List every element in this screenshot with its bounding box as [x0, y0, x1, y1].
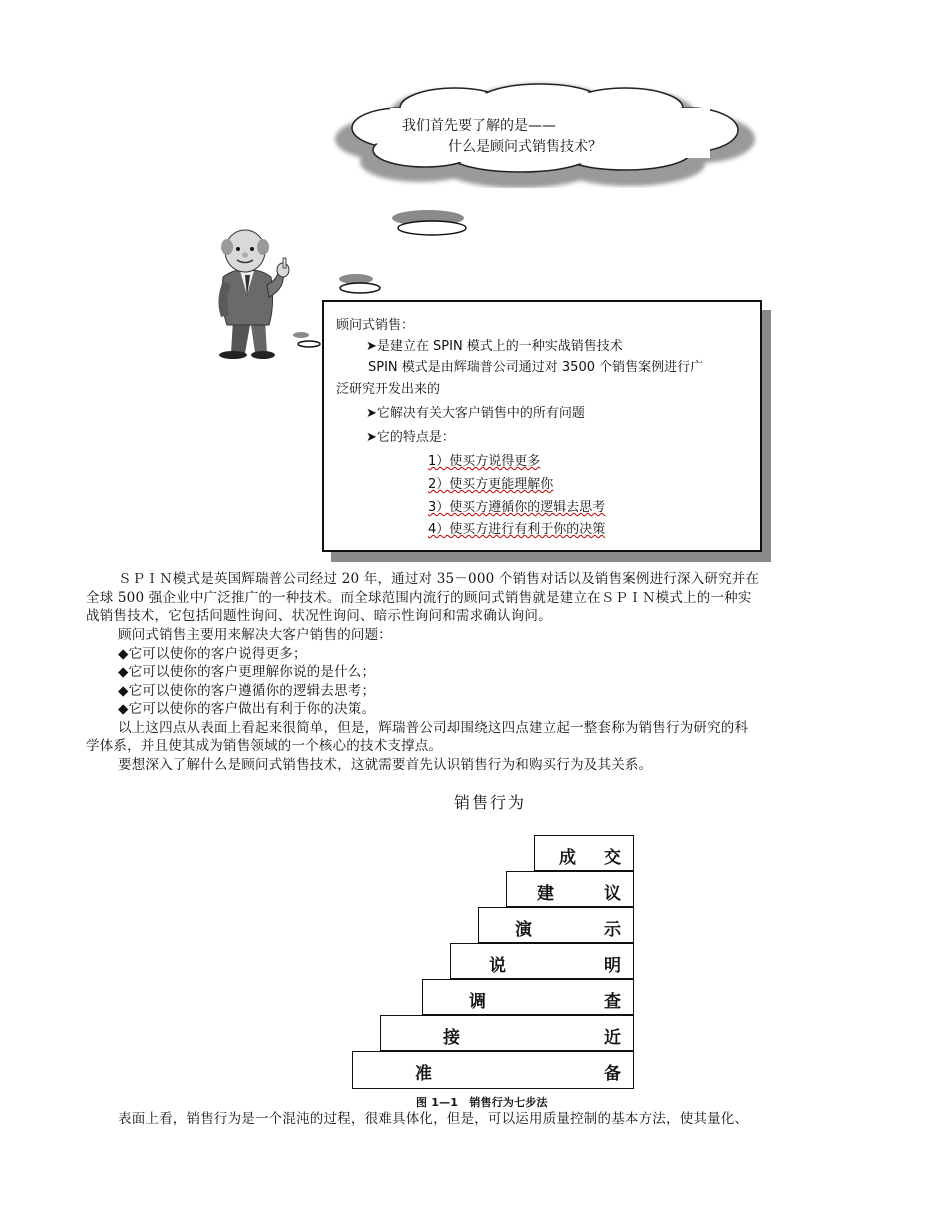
box-title: 顾问式销售： [336, 318, 415, 333]
step-label-right: 示 [604, 920, 621, 940]
step-label-left: 建 [537, 884, 554, 904]
step-label-right: 议 [604, 884, 621, 904]
paragraph-consultative: 顾问式销售主要用来解决大客户销售的问题： [118, 627, 392, 643]
step-explain [450, 943, 634, 979]
bullet-item: ◆它可以使你的客户更理解你说的是什么； [118, 664, 376, 680]
step-label-left: 说 [489, 956, 506, 976]
paragraph-four-points-line2: 学体系，并且使其成为销售领域的一个核心的技术支撑点。 [86, 738, 443, 754]
cloud-text-line2: 什么是顾问式销售技术？ [448, 139, 602, 155]
bullet-item: ◆它可以使你的客户遵循你的逻辑去思考； [118, 683, 376, 699]
feature-text: 使买方进行有利于你的决策 [449, 522, 606, 537]
step-label-left: 接 [443, 1028, 460, 1048]
step-label-right: 备 [604, 1064, 621, 1084]
feature-item [428, 450, 540, 469]
feature-item [428, 496, 605, 515]
businessman-figure [205, 225, 300, 360]
feature-number: 4） [428, 522, 450, 537]
step-label-right: 查 [604, 992, 621, 1012]
info-box [322, 300, 762, 552]
box-point-features: ➤它的特点是： [366, 430, 455, 445]
step-close [534, 835, 634, 871]
paragraph-spin-line1: ＳＰＩＮ模式是英国辉瑞普公司经过 20 年，通过对 35－000 个销售对话以及销售案例进行深入研究并在 [118, 571, 760, 587]
step-propose [506, 871, 634, 907]
figure-caption: 图 1—1 销售行为七步法 [416, 1096, 548, 1109]
feature-text: 使买方说得更多 [449, 454, 541, 469]
feature-text: 使买方遵循你的逻辑去思考 [449, 500, 606, 515]
step-prepare [352, 1051, 634, 1089]
diagram-title: 销售行为 [454, 793, 527, 812]
feature-text: 使买方更能理解你 [449, 477, 554, 492]
step-label-right: 交 [604, 848, 621, 868]
paragraph-spin-line2: 全球 500 强企业中广泛推广的一种技术。而全球范围内流行的顾问式销售就是建立在ＳＰＩＮ模式上的一种实 [86, 590, 752, 606]
step-label-left: 演 [515, 920, 532, 940]
step-approach [380, 1015, 634, 1051]
cloud-text-line1: 我们首先要了解的是—— [402, 118, 556, 134]
step-label-left: 准 [415, 1064, 432, 1084]
bullet-item: ◆它可以使你的客户说得更多； [118, 646, 307, 662]
feature-item [428, 473, 553, 492]
step-demonstrate [478, 907, 634, 943]
feature-item [428, 518, 605, 537]
bullet-item: ◆它可以使你的客户做出有利于你的决策。 [118, 701, 376, 717]
step-label-left: 成 [559, 848, 576, 868]
box-point-solves: ➤它解决有关大客户销售中的所有问题 [366, 406, 585, 421]
step-investigate [422, 979, 634, 1015]
feature-number: 1） [428, 454, 450, 469]
feature-number: 2） [428, 477, 450, 492]
paragraph-surface: 表面上看，销售行为是一个混沌的过程，很难具体化，但是，可以运用质量控制的基本方法，使其量化、 [118, 1111, 749, 1127]
step-label-right: 近 [604, 1028, 621, 1048]
box-desc-line2: 泛研究开发出来的 [336, 382, 441, 397]
step-label-right: 明 [604, 956, 621, 976]
box-point-spin: ➤是建立在 SPIN 模式上的一种实战销售技术 [366, 339, 623, 354]
paragraph-four-points-line1: 以上这四点从表面上看起来很简单，但是，辉瑞普公司却围绕这四点建立起一整套称为销售行为研究的科 [118, 720, 749, 736]
box-desc-line1: SPIN 模式是由辉瑞普公司通过对 3500 个销售案例进行广 [368, 360, 704, 375]
step-label-left: 调 [469, 992, 486, 1012]
paragraph-spin-line3: 战销售技术，它包括问题性询问、状况性询问、暗示性询问和需求确认询问。 [86, 608, 552, 624]
paragraph-understand: 要想深入了解什么是顾问式销售技术，这就需要首先认识销售行为和购买行为及其关系。 [118, 757, 653, 773]
feature-number: 3） [428, 500, 450, 515]
